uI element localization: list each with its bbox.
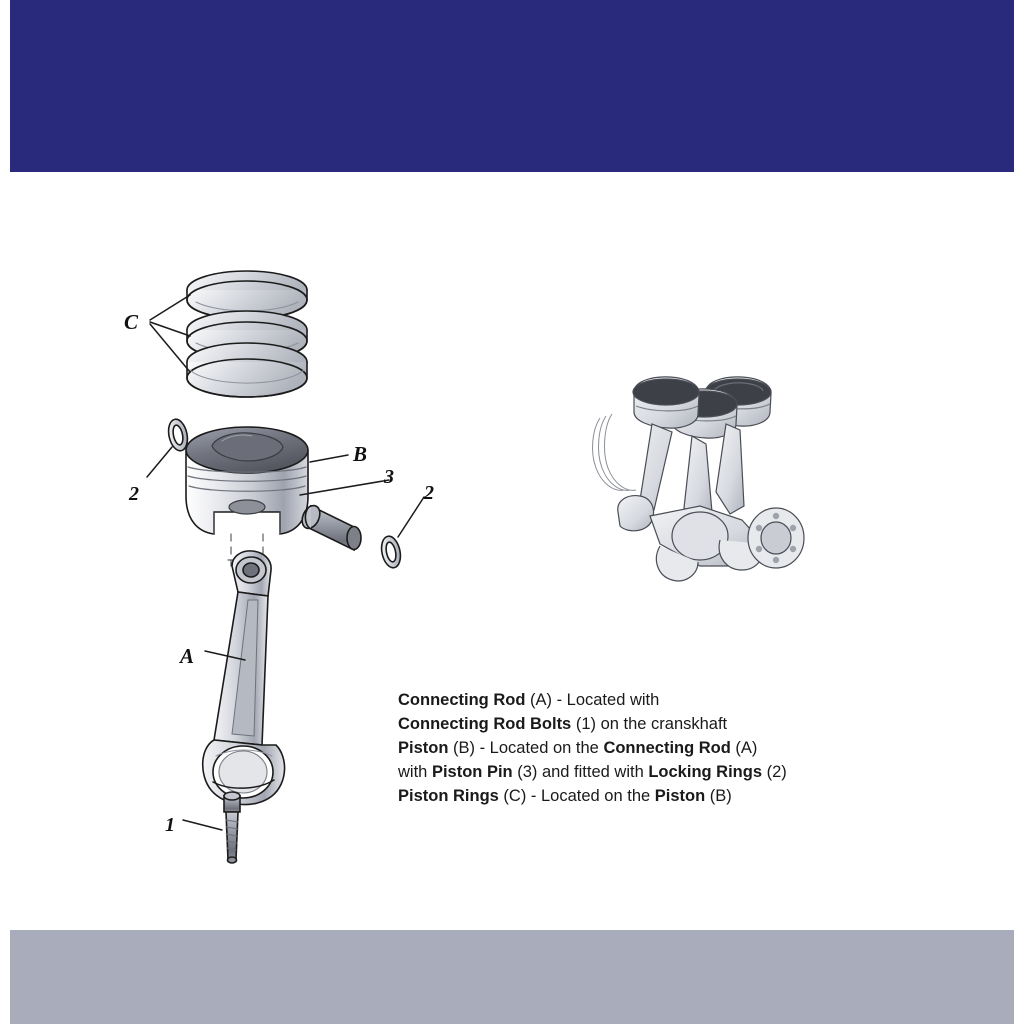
caption-text: (B) - Located on the (448, 739, 604, 757)
caption-line (398, 688, 868, 712)
caption-line (398, 736, 868, 760)
caption-text: (A) (730, 739, 758, 757)
caption-text: (A) - Located with (525, 691, 660, 709)
callout-label-B: B (353, 442, 368, 466)
locking-ring-left (166, 417, 190, 452)
caption-line (398, 760, 868, 784)
caption-text: (2) (762, 763, 787, 781)
assembly-guide-lines (228, 534, 266, 566)
callout-label-A: A (180, 644, 195, 668)
piston-group (186, 427, 308, 534)
caption-term: Piston Rings (398, 787, 499, 805)
header-band (10, 0, 1014, 172)
caption-term: Locking Rings (648, 763, 763, 781)
callout-label-C: C (124, 310, 139, 334)
caption-term: Piston (398, 739, 449, 757)
piston-pin (299, 503, 361, 550)
callout-leader-C (150, 295, 190, 372)
caption-text: (3) and fitted with (512, 763, 649, 781)
caption-term: Connecting Rod (603, 739, 731, 757)
callout-label-1: 1 (165, 814, 175, 836)
locking-ring-right (379, 534, 403, 569)
left-margin-strip (0, 0, 10, 1024)
connecting-rod-bolt (224, 792, 240, 863)
callout-label-2-left: 2 (129, 483, 139, 505)
callout-label-2-right: 2 (424, 482, 434, 504)
connecting-rod (203, 551, 285, 805)
caption-line (398, 712, 868, 736)
callout-leaders (147, 447, 424, 830)
caption-line (398, 784, 868, 808)
caption-term: Piston Pin (431, 763, 513, 781)
callout-label-3: 3 (384, 466, 394, 488)
caption-block (398, 688, 868, 808)
caption-text: with (398, 763, 432, 781)
crank-assembly-illustration (593, 377, 804, 581)
caption-text: (C) - Located on the (498, 787, 655, 805)
caption-text: (B) (705, 787, 732, 805)
piston-rings-group (187, 271, 307, 397)
caption-term: Connecting Rod Bolts (398, 715, 572, 733)
caption-term: Piston (654, 787, 706, 805)
caption-term: Connecting Rod (398, 691, 526, 709)
footer-band (10, 930, 1014, 1024)
caption-text: (1) on the cranskhaft (571, 715, 728, 733)
